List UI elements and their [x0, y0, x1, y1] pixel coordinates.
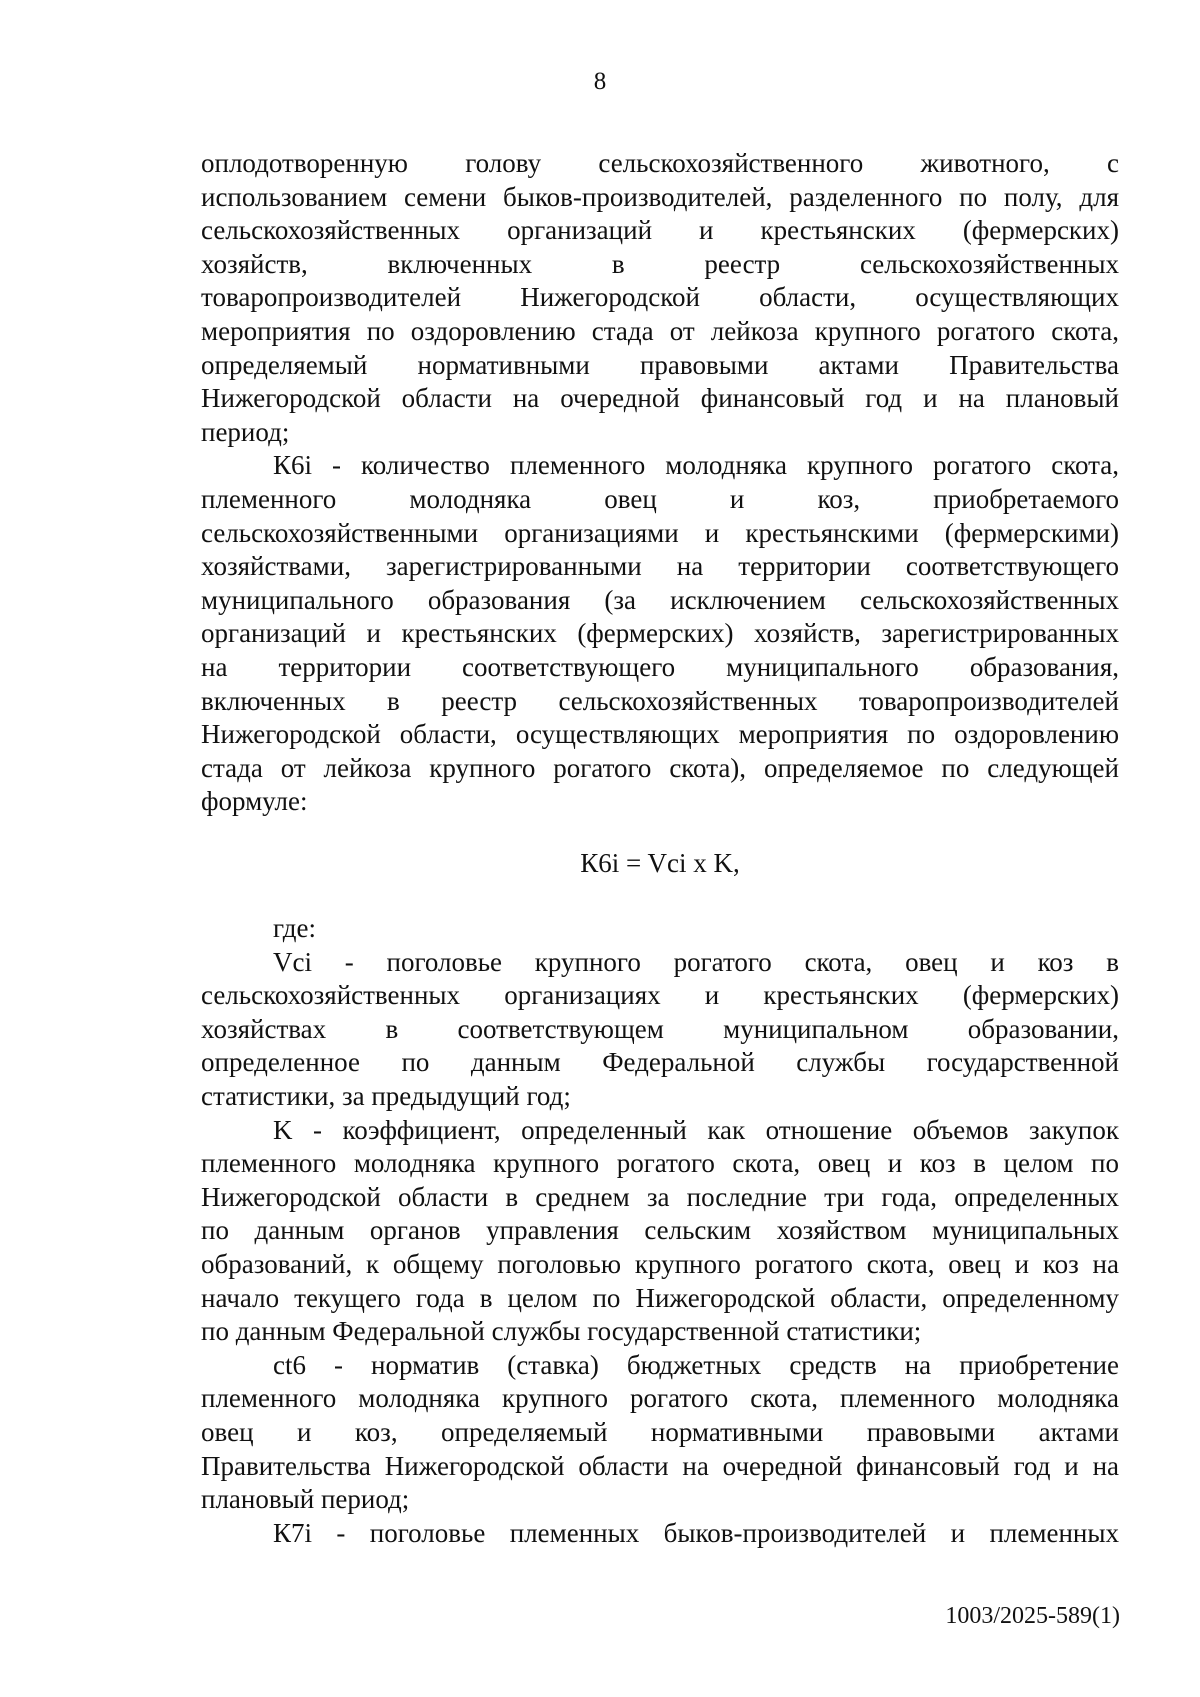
text-line: оплодотворенную голову сельскохозяйственного животного, с — [201, 148, 1119, 178]
text-line: сельскохозяйственными организациями и крестьянскими (фермерскими) — [201, 517, 1119, 548]
text-line: формуле: — [201, 786, 308, 817]
text-line: Нижегородской области на очередной финансовый год и на плановый — [201, 383, 1119, 414]
text-line: определяемый нормативными правовыми актами Правительства — [201, 349, 1119, 380]
text-line: Правительства Нижегородской области на очередной финансовый год и на — [201, 1450, 1119, 1481]
where-label: где: — [273, 913, 316, 943]
text-line: овец и коз, определяемый нормативными правовыми актами — [201, 1416, 1119, 1447]
text-line: хозяйствах в соответствующем муниципальном образовании, — [201, 1013, 1119, 1044]
text-line: мероприятия по оздоровлению стада от лейкоза крупного рогатого скота, — [201, 315, 1119, 346]
definition-k6i: К6i - количество племенного молодняка крупного рогатого скота, — [273, 450, 1119, 481]
text-line: племенного молодняка крупного рогатого скота, овец и коз в целом по — [201, 1148, 1119, 1179]
text-line: плановый период; — [201, 1484, 410, 1515]
text-line: организаций и крестьянских (фермерских) хозяйств, зарегистрированных — [201, 618, 1119, 649]
definition-ct6: ct6 - норматив (ставка) бюджетных средств на приобретение — [273, 1349, 1119, 1380]
text-line: начало текущего года в целом по Нижегородской области, определенному — [201, 1282, 1119, 1313]
text-line: по данным Федеральной службы государственной статистики; — [201, 1316, 922, 1347]
text-line: хозяйствами, зарегистрированными на территории соответствующего — [201, 551, 1119, 582]
text-line: определенное по данным Федеральной службы государственной — [201, 1047, 1119, 1078]
definition-k: K - коэффициент, определенный как отношение объемов закупок — [273, 1114, 1119, 1145]
body-text-block-2 — [201, 912, 1119, 1550]
text-line: товаропроизводителей Нижегородской области, осуществляющих — [201, 282, 1119, 313]
text-line: период; — [201, 416, 290, 447]
text-line: племенного молодняка овец и коз, приобретаемого — [201, 483, 1119, 514]
text-line: статистики, за предыдущий год; — [201, 1080, 571, 1111]
body-text-block-1 — [201, 147, 1119, 819]
formula: К6i = Vci x K, — [580, 848, 740, 878]
text-line: хозяйств, включенных в реестр сельскохозяйственных — [201, 248, 1119, 279]
text-line: по данным органов управления сельским хозяйством муниципальных — [201, 1215, 1119, 1246]
document-code: 1003/2025-589(1) — [945, 1603, 1120, 1629]
text-line: на территории соответствующего муниципального образования, — [201, 651, 1119, 682]
definition-vci: Vci - поголовье крупного рогатого скота, овец и коз в — [273, 946, 1119, 977]
text-line: Нижегородской области, осуществляющих мероприятия по оздоровлению — [201, 719, 1119, 750]
text-line: Нижегородской области в среднем за последние три года, определенных — [201, 1181, 1119, 1212]
text-line: сельскохозяйственных организаций и крестьянских (фермерских) — [201, 215, 1119, 246]
text-line: племенного молодняка крупного рогатого скота, племенного молодняка — [201, 1383, 1119, 1414]
text-line: стада от лейкоза крупного рогатого скота), определяемое по следующей — [201, 752, 1119, 783]
text-line: муниципального образования (за исключением сельскохозяйственных — [201, 584, 1119, 615]
text-line: образований, к общему поголовью крупного рогатого скота, овец и коз на — [201, 1248, 1119, 1279]
definition-k7i: К7i - поголовье племенных быков-производителей и племенных — [273, 1517, 1119, 1548]
text-line: сельскохозяйственных организациях и крестьянских (фермерских) — [201, 980, 1119, 1011]
page-number: 8 — [593, 68, 607, 95]
text-line: использованием семени быков-производителей, разделенного по полу, для — [201, 181, 1119, 212]
text-line: включенных в реестр сельскохозяйственных товаропроизводителей — [201, 685, 1119, 716]
